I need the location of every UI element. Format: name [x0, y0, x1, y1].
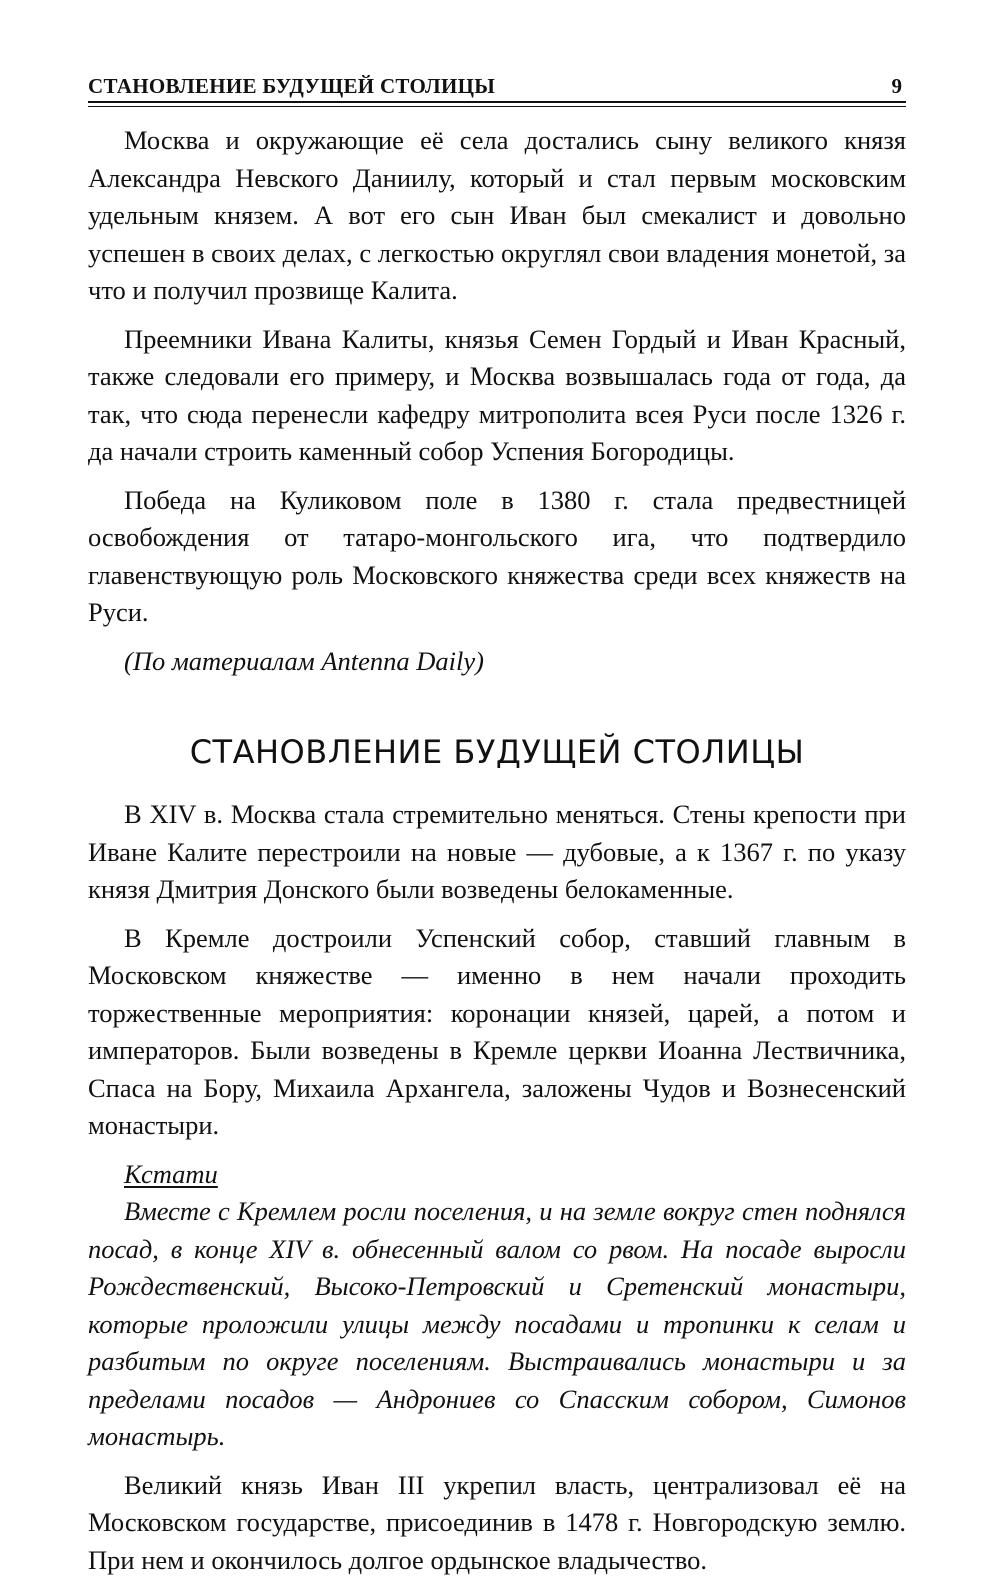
intro-paragraph-3: Победа на Куликовом поле в 1380 г. стала предвестницей освобождения от татаро-монгольского ига, что подтвердило главенствующую роль Московского княжества среди всех княжеств на Руси.	[88, 484, 906, 627]
aside-text: Вместе с Кремлем росли поселения, и на земле вокруг стен поднялся посад, в конце XIV в. обнесенный валом со рвом. На посаде выросли Рождественский, Высоко-Петровский и Сретенский монастыри, которые проложили улицы между посадами и тропинки к селам и разбитым по округе поселениям. Выстраивались монастыри и за пределами посадов — Андрониев со Спасским собором, Симонов монастырь.	[88, 1196, 906, 1451]
page-body	[88, 122, 906, 1579]
running-header	[88, 0, 906, 108]
section-heading: СТАНОВЛЕНИЕ БУДУЩЕЙ СТОЛИЦЫ	[189, 733, 805, 771]
page-number: 9	[891, 74, 902, 98]
header-rule-thick	[88, 101, 906, 103]
aside-label: Кстати	[124, 1158, 218, 1189]
header-rule-thin	[88, 106, 906, 107]
section-paragraph-1: В XIV в. Москва стала стремительно меняться. Стены крепости при Иване Калите перестроили на новые — дубовые, а к 1367 г. по указу князя Дмитрия Донского были возведены белокаменные.	[88, 799, 906, 904]
section-paragraph-2: В Кремле достроили Успенский собор, ставший главным в Московском княжестве — именно в нем начали проходить торжественные мероприятия: коронации князей, царей, а потом и императоров. Были возведены в Кремле церкви Иоанна Лествичника, Спаса на Бору, Михаила Архангела, заложены Чудов и Вознесенский монастыри.	[88, 922, 906, 1140]
source-note: (По материалам Antenna Daily)	[124, 645, 484, 676]
intro-paragraph-2: Преемники Ивана Калиты, князья Семен Гордый и Иван Красный, также следовали его примеру, и Москва возвышалась года от года, да так, что сюда перенесли кафедру митрополита всея Руси после 1326 г. да начали строить каменный собор Успения Богородицы.	[88, 323, 906, 466]
book-page	[88, 0, 906, 1590]
running-title: СТАНОВЛЕНИЕ БУДУЩЕЙ СТОЛИЦЫ	[88, 74, 496, 98]
closing-paragraph: Великий князь Иван III укрепил власть, централизовал её на Московском государстве, присоединив в 1478 г. Новгородскую землю. При нем и окончилось долгое ордынское владычество.	[88, 1469, 906, 1575]
intro-paragraph-1: Москва и окружающие её села достались сыну великого князя Александра Невского Даниилу, который и стал первым московским удельным князем. А вот его сын Иван был смекалист и довольно успешен в своих делах, с легкостью округлял свои владения монетой, за что и получил прозвище Калита.	[88, 125, 906, 305]
